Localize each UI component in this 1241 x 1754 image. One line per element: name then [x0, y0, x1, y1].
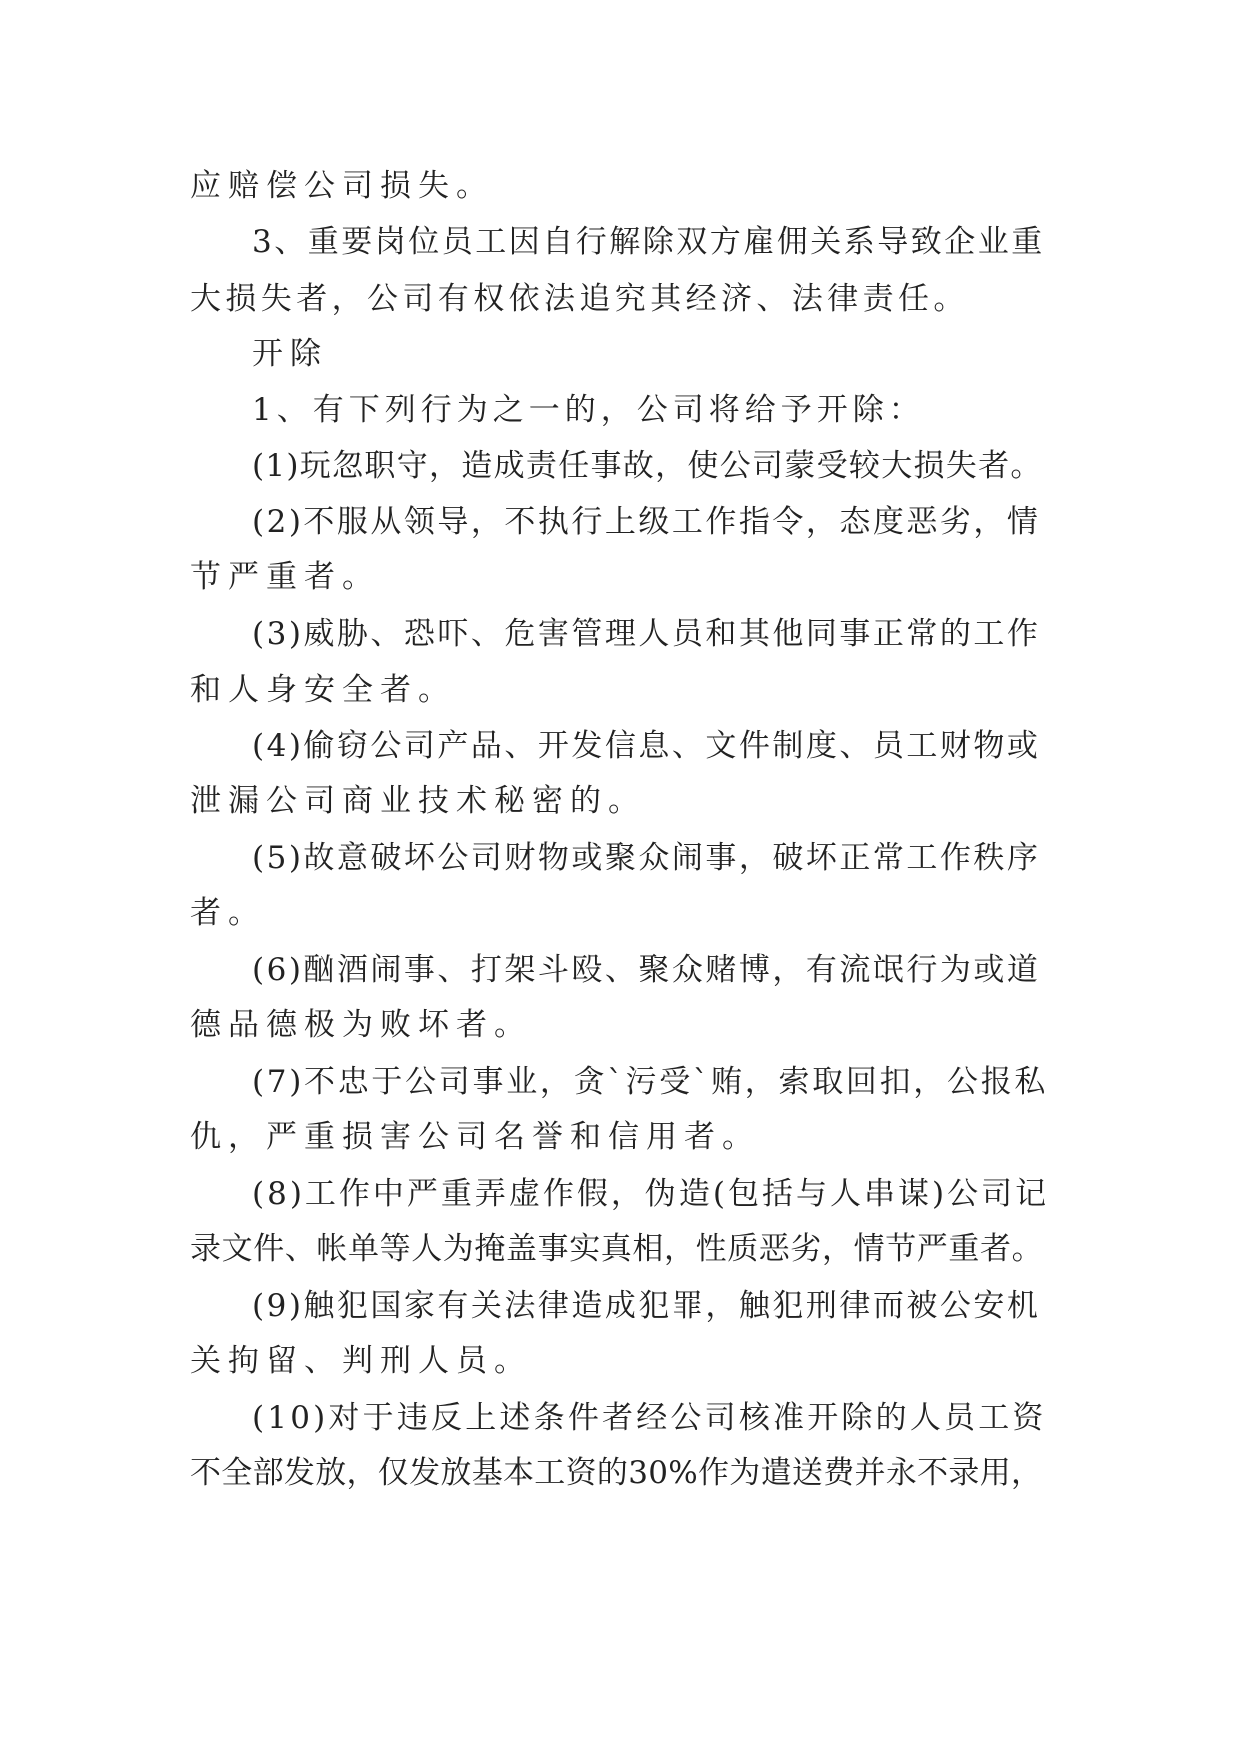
text-line: 仇，严重损害公司名誉和信用者。	[190, 1119, 760, 1155]
list-item: (2)不服从领导，不执行上级工作指令，态度恶劣，情	[252, 504, 1041, 540]
list-item: (3)威胁、恐吓、危害管理人员和其他同事正常的工作	[252, 616, 1041, 652]
section-heading: 开除	[252, 336, 328, 372]
list-item: (9)触犯国家有关法律造成犯罪，触犯刑律而被公安机	[252, 1288, 1041, 1324]
text-line: 3、重要岗位员工因自行解除双方雇佣关系导致企业重	[252, 224, 1045, 260]
text-line: 应赔偿公司损失。	[190, 168, 494, 204]
list-item: (4)偷窃公司产品、开发信息、文件制度、员工财物或	[252, 728, 1041, 764]
text-line: 节严重者。	[190, 559, 380, 595]
text-line: 者。	[190, 895, 266, 931]
text-line: 大损失者，公司有权依法追究其经济、法律责任。	[190, 281, 969, 317]
text-line: 德品德极为败坏者。	[190, 1007, 532, 1043]
list-item: (8)工作中严重弄虚作假，伪造(包括与人串谋)公司记	[252, 1176, 1050, 1212]
text-line: 录文件、帐单等人为掩盖事实真相，性质恶劣，情节严重者。	[190, 1231, 1044, 1267]
text-line: 泄漏公司商业技术秘密的。	[190, 783, 646, 819]
text-line: 关拘留、判刑人员。	[190, 1343, 532, 1379]
list-item: (6)酗酒闹事、打架斗殴、聚众赌博，有流氓行为或道	[252, 952, 1041, 988]
text-line: 不全部发放，仅发放基本工资的30%作为遣送费并永不录用，	[190, 1455, 1043, 1491]
list-item: (5)故意破坏公司财物或聚众闹事，破坏正常工作秩序	[252, 840, 1041, 876]
list-item: (1)玩忽职守，造成责任事故，使公司蒙受较大损失者。	[252, 448, 1043, 484]
text-line: 1、有下列行为之一的，公司将给予开除：	[252, 392, 925, 428]
list-item: (10)对于违反上述条件者经公司核准开除的人员工资	[252, 1400, 1047, 1436]
list-item: (7)不忠于公司事业，贪`污受`贿，索取回扣，公报私	[252, 1064, 1049, 1100]
text-line: 和人身安全者。	[190, 672, 456, 708]
